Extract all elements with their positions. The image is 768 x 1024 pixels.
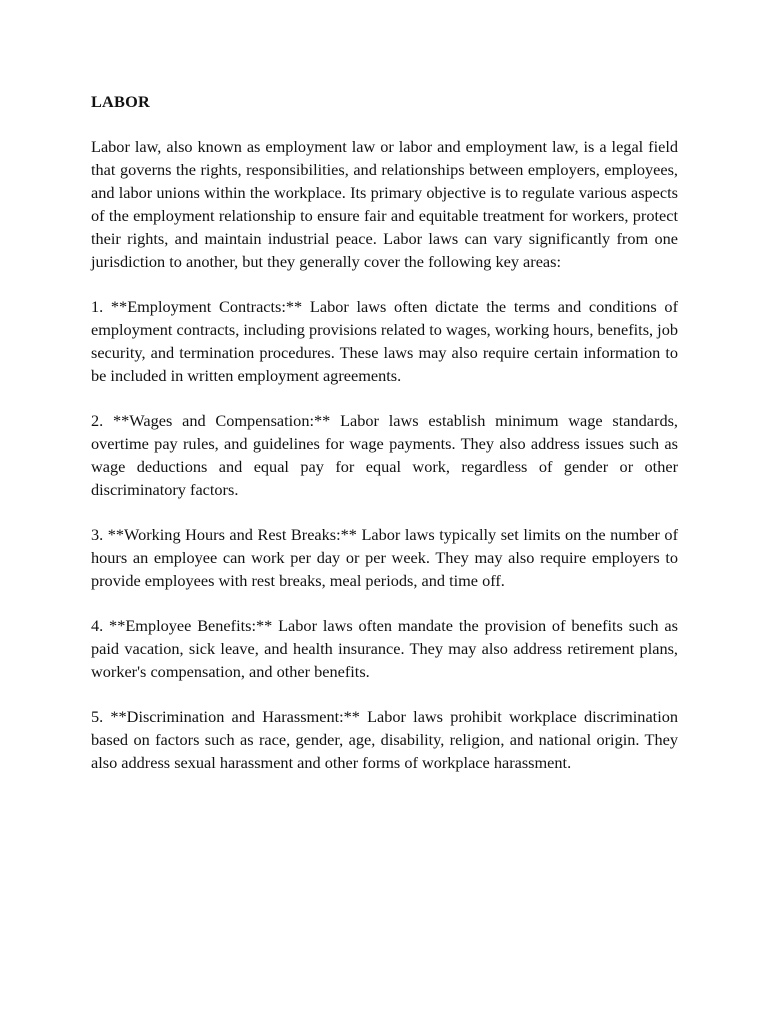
paragraph-intro: Labor law, also known as employment law or labor and employment law, is a legal field that governs the rights, responsibilities, and relationships between employers, employees, and labor unions within the workplace. Its primary objective is to regulate various aspects of the employment relationship to ensure fair and equitable treatment for workers, protect their rights, and maintain industrial peace. Labor laws can vary significantly from one jurisdiction to another, but they generally cover the following key areas: (91, 137, 678, 271)
paragraph-wages-compensation: 2. **Wages and Compensation:** Labor laws establish minimum wage standards, overtime pay rules, and guidelines for wage payments. They also address issues such as wage deductions and equal pay for equal work, regardless of gender or other discriminatory factors. (91, 411, 678, 499)
document-title: LABOR (91, 92, 150, 111)
paragraph-discrimination-harassment: 5. **Discrimination and Harassment:** Labor laws prohibit workplace discrimination based on factors such as race, gender, age, disability, religion, and national origin. They also address sexual harassment and other forms of workplace harassment. (91, 707, 678, 772)
document-page (91, 90, 678, 796)
paragraph-employee-benefits: 4. **Employee Benefits:** Labor laws often mandate the provision of benefits such as paid vacation, sick leave, and health insurance. They may also address retirement plans, worker's compensation, and other benefits. (91, 616, 678, 681)
paragraph-working-hours: 3. **Working Hours and Rest Breaks:** Labor laws typically set limits on the number of hours an employee can work per day or per week. They may also require employers to provide employees with rest breaks, meal periods, and time off. (91, 525, 678, 590)
paragraph-employment-contracts: 1. **Employment Contracts:** Labor laws often dictate the terms and conditions of employment contracts, including provisions related to wages, working hours, benefits, job security, and termination procedures. These laws may also require certain information to be included in written employment agreements. (91, 297, 678, 385)
